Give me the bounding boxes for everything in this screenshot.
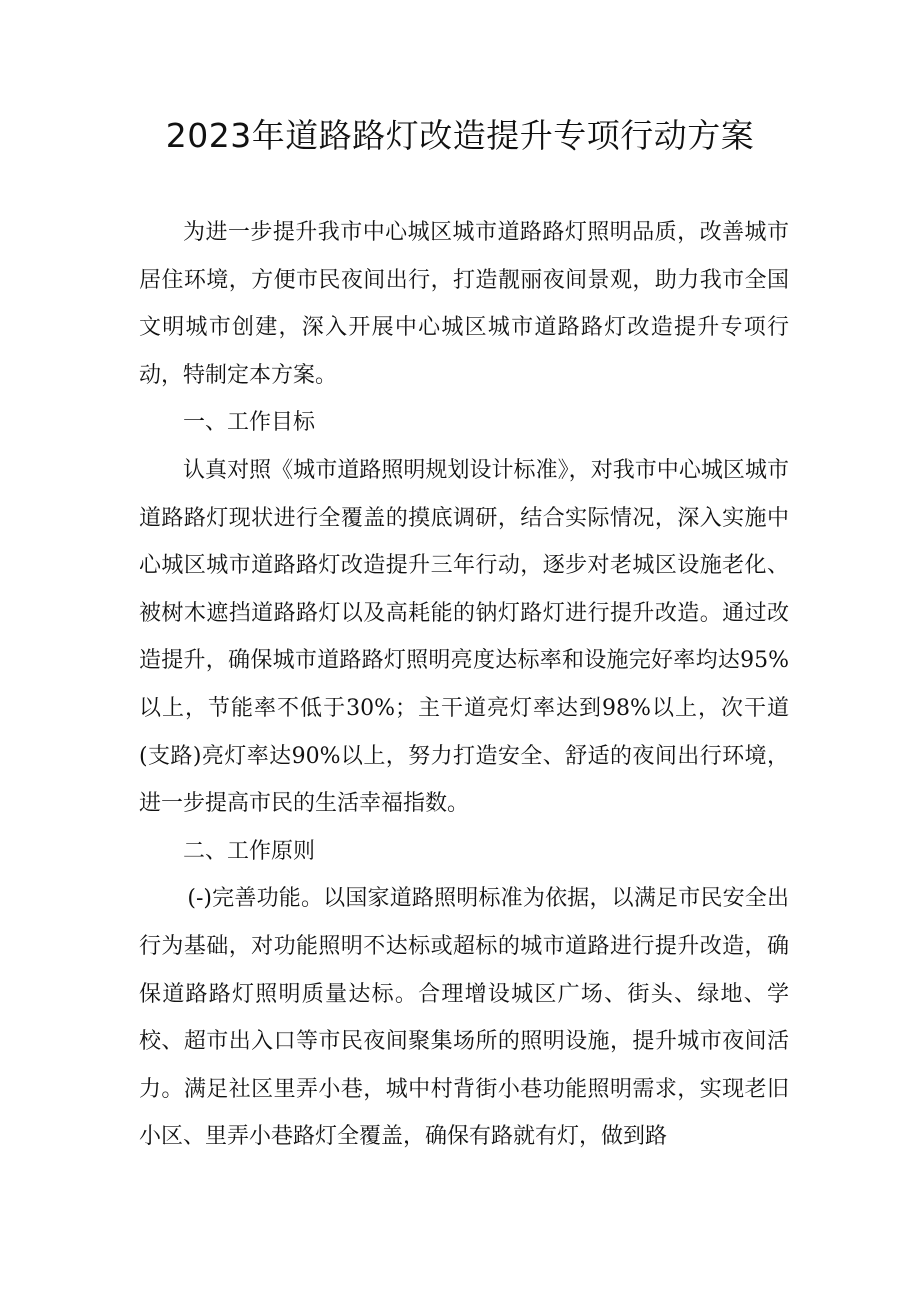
section-heading-goals: 一、工作目标 [183, 410, 316, 436]
document-title: 2023年道路路灯改造提升专项行动方案 [165, 116, 755, 155]
goals-paragraph: 认真对照《城市道路照明规划设计标准》，对我市中心城区城市道路路灯现状进行全覆盖的摸底调研，结合实际情况，深入实施中心城区城市道路路灯改造提升三年行动，逐步对老城区设施老化、被树木遮挡道路路灯以及高耗能的钠灯路灯进行提升改造。通过改造提升，确保城市道路路灯照明亮度达标率和设施完好率均达95%以上，节能率不低于30%；主干道亮灯率达到98%以上，次干道(支路)亮灯率达90%以上，努力打造安全、舒适的夜间出行环境，进一步提高市民的生活幸福指数。 [139, 457, 789, 817]
section-heading-principles: 二、工作原则 [183, 838, 316, 864]
document-body [139, 209, 789, 1161]
intro-paragraph: 为进一步提升我市中心城区城市道路路灯照明品质，改善城市居住环境，方便市民夜间出行，打造靓丽夜间景观，助力我市全国文明城市创建，深入开展中心城区城市道路路灯改造提升专项行动，特制定本方案。 [139, 220, 789, 388]
principle-paragraph-1: (-)完善功能。以国家道路照明标准为依据，以满足市民安全出行为基础，对功能照明不达标或超标的城市道路进行提升改造，确保道路路灯照明质量达标。合理增设城区广场、街头、绿地、学校、超市出入口等市民夜间聚集场所的照明设施，提升城市夜间活力。满足社区里弄小巷，城中村背街小巷功能照明需求，实现老旧小区、里弄小巷路灯全覆盖，确保有路就有灯，做到路 [139, 886, 789, 1150]
